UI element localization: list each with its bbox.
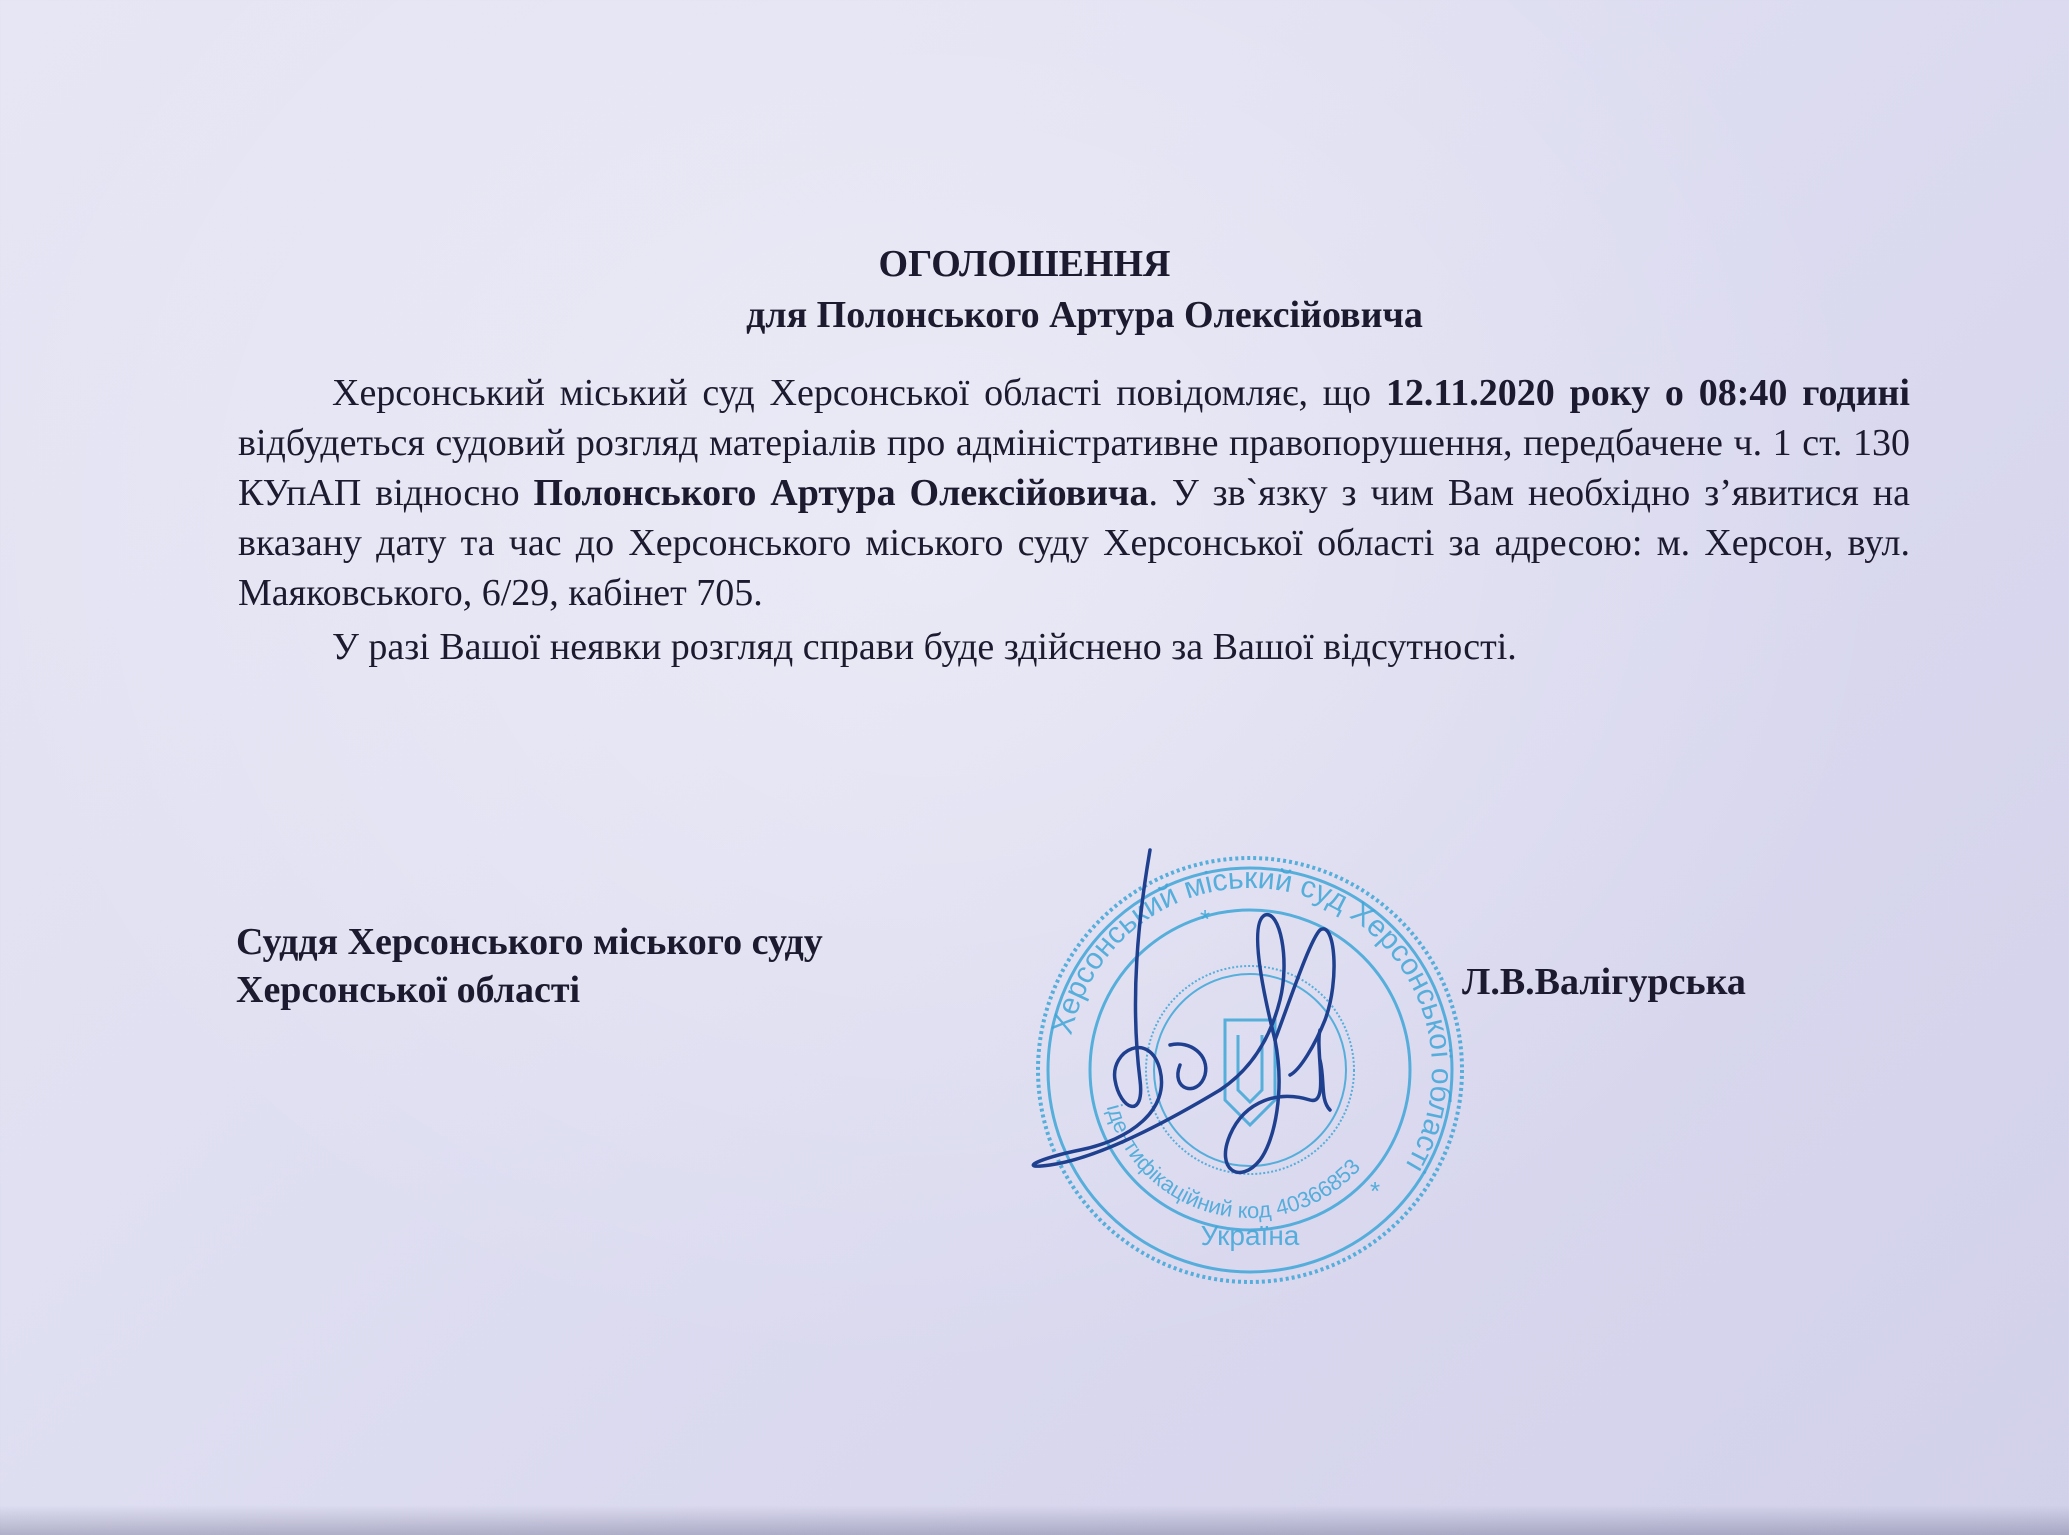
svg-text:*: * xyxy=(1200,904,1211,934)
hearing-datetime: 12.11.2020 року о 08:40 годині xyxy=(1385,372,1910,414)
stamp-country: Україна xyxy=(1200,1220,1300,1251)
signer-title-line: Херсонської області xyxy=(236,969,581,1011)
absence-paragraph: У разі Вашої неявки розгляд справи буде здійснено за Вашої відсутності. xyxy=(332,626,1517,668)
page-edge-shadow xyxy=(0,1505,2069,1535)
stamp-ring xyxy=(1154,974,1346,1166)
svg-text:*: * xyxy=(1370,1176,1381,1206)
stamp-seal xyxy=(1020,840,1480,1300)
paragraph-text: відбудеться судовий розгляд матеріалів про адміністративне правопорушення, передбачене ч. 1 ст. 130 КУпАП відносно xyxy=(238,422,1910,514)
document-title: ОГОЛОШЕННЯ xyxy=(878,243,1171,285)
person-name: Полонського Артура Олексійовича xyxy=(533,472,1149,514)
stamp-outer-text: Херсонський міський суд Херсонської області xyxy=(1045,861,1459,1179)
paragraph-text: Херсонський міський суд Херсонської області повідомляє, що xyxy=(332,372,1386,414)
signer-title-line: Суддя Херсонського міського суду xyxy=(236,921,823,963)
stamp-code-text: ідентифікаційний код 40366853 xyxy=(1101,1101,1366,1224)
judge-name: Л.В.Валігурська xyxy=(1462,961,1746,1003)
paragraph-text: . У зв`язку з чим Вам необхідно з’явитися на вказану дату та час до Херсонського міського суду Херсонської області за адресою: м. Херсон, вул. Маяковського, 6/29, кабінет 705. xyxy=(238,472,1910,614)
announcement-paragraph xyxy=(238,368,1910,618)
signer-title xyxy=(236,918,823,1014)
court-stamp-with-signature xyxy=(1020,840,1480,1300)
document-subtitle: для Полонського Артура Олексійовича xyxy=(746,294,1423,336)
